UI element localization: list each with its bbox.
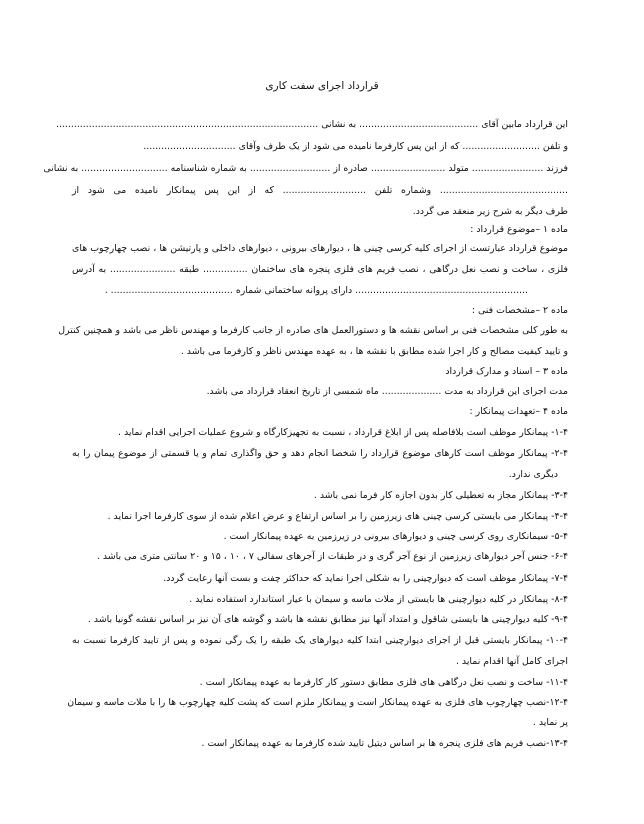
clause-4-2: ۲-۴- پیمانکار موظف است کارهای موضوع قرارداد را شخصا انجام دهد و حق واگذاری تمام و یا قسمتی از موضوع پیمان را به — [72, 448, 568, 459]
page-title: قرارداد اجرای سفت کاری — [265, 80, 379, 92]
section-heading-4: ماده ۴ –تعهدات پیمانکار : — [469, 406, 568, 417]
text-line-specs-2: و تایید کیفیت مصالح و کار اجرا شده مطابق با نقشه ها ، به عهده مهندس ناظر و کارفرما می باشد . — [180, 346, 568, 357]
text-line-contractor: ........................................... وشماره تلفن ............................ که از این پس پیمانکار نامیده می شود از — [72, 185, 568, 196]
text-line-other-party: طرف دیگر به شرح زیر منعقد می گردد. — [412, 206, 568, 217]
section-heading-3: ماده ۳ – اسناد و مدارک قرارداد — [445, 366, 568, 377]
clause-4-10: ۱۰-۴- پیمانکار بایستی قبل از اجرای دیوارچینی ابتدا کلیه دیوارهای یک طبقه را یک رگی نموده و پس از تایید کارفرما نسبت به — [72, 635, 568, 646]
text-line-specs-1: به طور کلی مشخصات فنی بر اساس نقشه ها و دستورالعمل های صادره از جانب کارفرما و مهندس ناظر می باشد و همچنین کنترل — [58, 325, 568, 336]
clause-4-13: ۱۳-۴-نصب فریم های فلزی پنجره ها بر اساس دیتیل تایید شده کارفرما به عهده پیمانکار است . — [201, 738, 568, 749]
clause-4-12-continued: پر نماید . — [532, 717, 568, 728]
text-line-subject-3: .......................................................... دارای پروانه ساختمانی شماره ......................................... . — [104, 285, 528, 296]
clause-4-1: ۱-۴- پیمانکار موظف است بلافاصله پس از ابلاغ قرارداد ، نسبت به تجهیزکارگاه و شروع عملیات اجرایی اقدام نماید . — [118, 427, 568, 438]
text-line-subject-1: موضوع قرارداد عبارتست از اجرای کلیه کرسی چینی ها ، دیوارهای بیرونی ، دیوارهای داخلی و پارتیشن ها ، نصب چهارچوب های — [72, 243, 568, 254]
clause-4-8: ۸-۴- پیمانکار در کلیه دیوارچینی ها بایستی از ملات ماسه و سیمان با عیار استاندارد استفاده نماید . — [189, 594, 568, 605]
clause-4-2-continued: دیگری ندارد. — [508, 469, 558, 480]
text-line-duration: مدت اجرای این قرارداد به مدت .................... ماه شمسی از تاریخ انعقاد قرارداد می باشد. — [206, 386, 568, 397]
text-line-subject-2: فلزی ، ساخت و نصب نعل درگاهی ، نصب فریم های فلزی پنجره های ساختمان ............... طبقه ...................... به آدرس — [72, 264, 568, 275]
clause-4-3: ۳-۴- پیمانکار مجاز به تعطیلی کار بدون اجازه کار فرما نمی باشد . — [313, 490, 568, 501]
text-line-child-of: فرزند ........................ متولد ......................... صادره از ........................... به شماره شناسنامه ............................. به نشانی — [43, 163, 568, 174]
clause-4-12: ۱۲-۴-نصب چهارچوب های فلزی به عهده پیمانکار است و پیمانکار ملزم است که پشت کلیه چهارچوب ها را با ملات ماسه و سیمان — [67, 697, 568, 708]
clause-4-11: ۱۱-۴- ساخت و نصب نعل درگاهی های فلزی مطابق دستور کار کارفرما به عهده پیمانکار است . — [199, 677, 568, 688]
text-line-parties: این قرارداد مابین آقای ........................................ به نشانی ........................................................................................ — [55, 119, 568, 130]
clause-4-7: ۷-۴- پیمانکار موظف است که دیوارچینی را به شکلی اجرا نماید که حداکثر چفت و بست آنها رعایت گردد. — [163, 573, 568, 584]
clause-4-4: ۴-۴- پیمانکار می بایستی کرسی چینی های زیرزمین را بر اساس ارتفاع و عرض اعلام شده از سوی کارفرما اجرا نماید . — [107, 511, 568, 522]
clause-4-9: ۹-۴- کلیه دیوارچینی ها بایستی شاقول و امتداد آنها نیز مطابق نقشه ها باشد و گوشه های آن نیز بر اساس نقشه گونیا باشد . — [87, 614, 568, 625]
text-line-phone: و تلفن .......................... که از این پس کارفرما نامیده می شود از یک طرف وآقای ............................... — [143, 141, 568, 152]
clause-4-5: ۵-۴- سیمانکاری روی کرسی چینی و دیوارهای بیرونی در زیرزمین به عهده پیمانکار است . — [223, 531, 568, 542]
clause-4-6: ۶-۴- جنس آجر دیوارهای زیرزمین از نوع آجر گری و در طبقات از آجرهای سفالی ۷ ، ۱۰ ، ۱۵ و ۲۰ سانتی متری می باشد . — [96, 551, 568, 562]
section-heading-2: ماده ۲ –مشخصات فنی : — [471, 305, 568, 316]
clause-4-10-continued: اجرای کامل آنها اقدام نماید . — [455, 656, 568, 667]
section-heading-1: ماده ۱ –موضوع قرارداد : — [470, 224, 568, 235]
